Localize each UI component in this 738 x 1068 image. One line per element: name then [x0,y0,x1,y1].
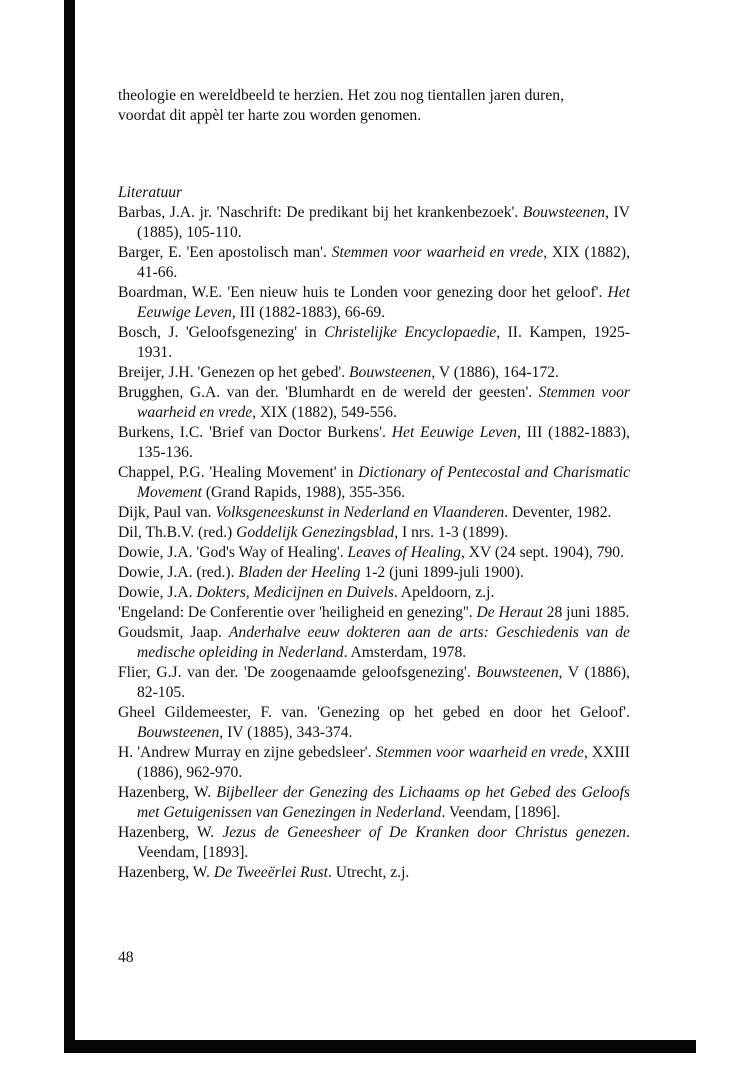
bibliography-entry [118,523,630,543]
bibliography-entry [118,283,630,323]
bibliography-entry [118,703,630,743]
entry-pre: Gheel Gildemeester, F. van. 'Genezing op het gebed en door het Geloof'. [118,704,630,721]
bibliography-entry [118,663,630,703]
entry-title: Bouwsteenen [476,664,559,681]
page-body [118,86,630,883]
entry-post: . Veendam, [1896]. [441,804,561,821]
entry-post: . Utrecht, z.j. [327,864,410,881]
entry-pre: Dowie, J.A. [118,584,197,601]
entry-pre: Burkens, I.C. 'Brief van Doctor Burkens'. [118,424,392,441]
entry-post: , I nrs. 1-3 (1899). [394,524,509,541]
entry-post: . Amsterdam, 1978. [343,644,467,661]
entry-pre: Dowie, J.A. 'God's Way of Healing'. [118,544,348,561]
bibliography-entry [118,583,630,603]
entry-pre: Goudsmit, Jaap. [118,624,229,641]
entry-post: . Deventer, 1982. [504,504,612,521]
entry-pre: Chappel, P.G. 'Healing Movement' in [118,464,359,481]
bibliography-entry [118,543,630,563]
entry-title: Dokters, Medicijnen en Duivels [196,584,394,601]
bibliography-entry [118,863,630,883]
entry-post: 28 juni 1885. [542,604,630,621]
entry-title: Het Eeuwige Leven [391,424,517,441]
entry-pre: Dowie, J.A. (red.). [118,564,239,581]
entry-post: . Veendam, [1893]. [137,824,630,861]
entry-title: Bouwsteenen [349,364,432,381]
bibliography-entry [118,823,630,863]
bibliography-entry [118,603,630,623]
entry-title: Bouwsteenen [522,204,606,221]
bibliography-entry [118,243,630,283]
entry-title: Volksgeneeskunst in Nederland en Vlaanderen [215,504,505,521]
bibliography-entry [118,503,630,523]
entry-title: Stemmen voor waarheid en vrede [331,244,544,261]
entry-pre: Dijk, Paul van. [118,504,216,521]
entry-title: Leaves of Healing [347,544,461,561]
page-number: 48 [118,949,134,966]
intro-paragraph [118,86,630,126]
entry-title: De Heraut [476,604,543,621]
scan-bottom-border [64,1040,696,1053]
entry-title: Goddelijk Genezingsblad [236,524,395,541]
intro-line: theologie en wereldbeeld te herzien. Het zou nog tientallen jaren duren, [118,87,564,104]
entry-post: . Apeldoorn, z.j. [393,584,495,601]
entry-title: Bouwsteenen [137,724,220,741]
entry-post: , XIX (1882), 549-556. [252,404,397,421]
scan-left-border [64,0,75,1048]
entry-title: Jezus de Geneesheer of De Kranken door Christus genezen [222,824,627,841]
bibliography-entry [118,463,630,503]
entry-pre: Hazenberg, W. [118,824,223,841]
entry-pre: Bosch, J. 'Geloofsgenezing' in [118,324,325,341]
entry-post: , III (1882-1883), 66-69. [231,304,386,321]
bibliography-entry [118,203,630,243]
entry-post: , II. Kampen, 1925-1931. [137,324,630,361]
entry-pre: Breijer, J.H. 'Genezen op het gebed'. [118,364,350,381]
entry-pre: H. 'Andrew Murray en zijne gebedsleer'. [118,744,376,761]
bibliography-entry [118,743,630,783]
entry-post: , III (1882-1883), 135-136. [137,424,630,461]
entry-pre: Hazenberg, W. [118,864,214,881]
bibliography-entry [118,783,630,823]
entry-title: Het Eeuwige Leven [137,284,630,321]
entry-post: , XXIII (1886), 962-970. [137,744,630,781]
entry-post: , V (1886), 164-172. [431,364,559,381]
entry-title: Bijbelleer der Genezing des Lichaams op het Gebed des Geloofs met Getuigenissen van Genezingen in Nederland [137,784,630,821]
entry-title: Bladen der Heeling [238,564,361,581]
entry-pre: 'Engeland: De Conferentie over 'heiligheid en genezing''. [118,604,477,621]
entry-pre: Barbas, J.A. jr. 'Naschrift: De predikant bij het krankenbezoek'. [118,204,523,221]
entry-title: Christelijke Encyclopaedie [324,324,497,341]
bibliography-entry [118,383,630,423]
entry-post: (Grand Rapids, 1988), 355-356. [201,484,406,501]
entry-title: Stemmen voor waarheid en vrede [375,744,584,761]
entry-pre: Barger, E. 'Een apostolisch man'. [118,244,332,261]
bibliography-entry [118,423,630,463]
entry-pre: Hazenberg, W. [118,784,217,801]
entry-pre: Boardman, W.E. 'Een nieuw huis te Londen voor genezing door het geloof'. [118,284,608,301]
bibliography-entry [118,323,630,363]
entry-title: De Tweeërlei Rust [213,864,328,881]
entry-post: , V (1886), 82-105. [137,664,630,701]
entry-pre: Flier, G.J. van der. 'De zoogenaamde geloofsgenezing'. [118,664,477,681]
entry-title: Stemmen voor waarheid en vrede [137,384,630,421]
bibliography-entry [118,563,630,583]
entry-post: 1-2 (juni 1899-juli 1900). [360,564,524,581]
intro-line: voordat dit appèl ter harte zou worden genomen. [118,107,422,124]
bibliography-entry [118,623,630,663]
literature-heading: Literatuur [118,184,183,201]
entry-title: Dictionary of Pentecostal and Charismatic Movement [137,464,631,501]
entry-pre: Brugghen, G.A. van der. 'Blumhardt en de wereld der geesten'. [118,384,539,401]
entry-post: , XV (24 sept. 1904), 790. [460,544,624,561]
entry-post: , IV (1885), 343-374. [219,724,353,741]
entry-title: Anderhalve eeuw dokteren aan de arts: Geschiedenis van de medische opleiding in Nederland [137,624,630,661]
entry-pre: Dil, Th.B.V. (red.) [118,524,237,541]
bibliography-entry [118,363,630,383]
entry-post: , XIX (1882), 41-66. [137,244,631,281]
entry-post: , IV (1885), 105-110. [137,204,630,241]
bibliography-list [118,203,630,883]
